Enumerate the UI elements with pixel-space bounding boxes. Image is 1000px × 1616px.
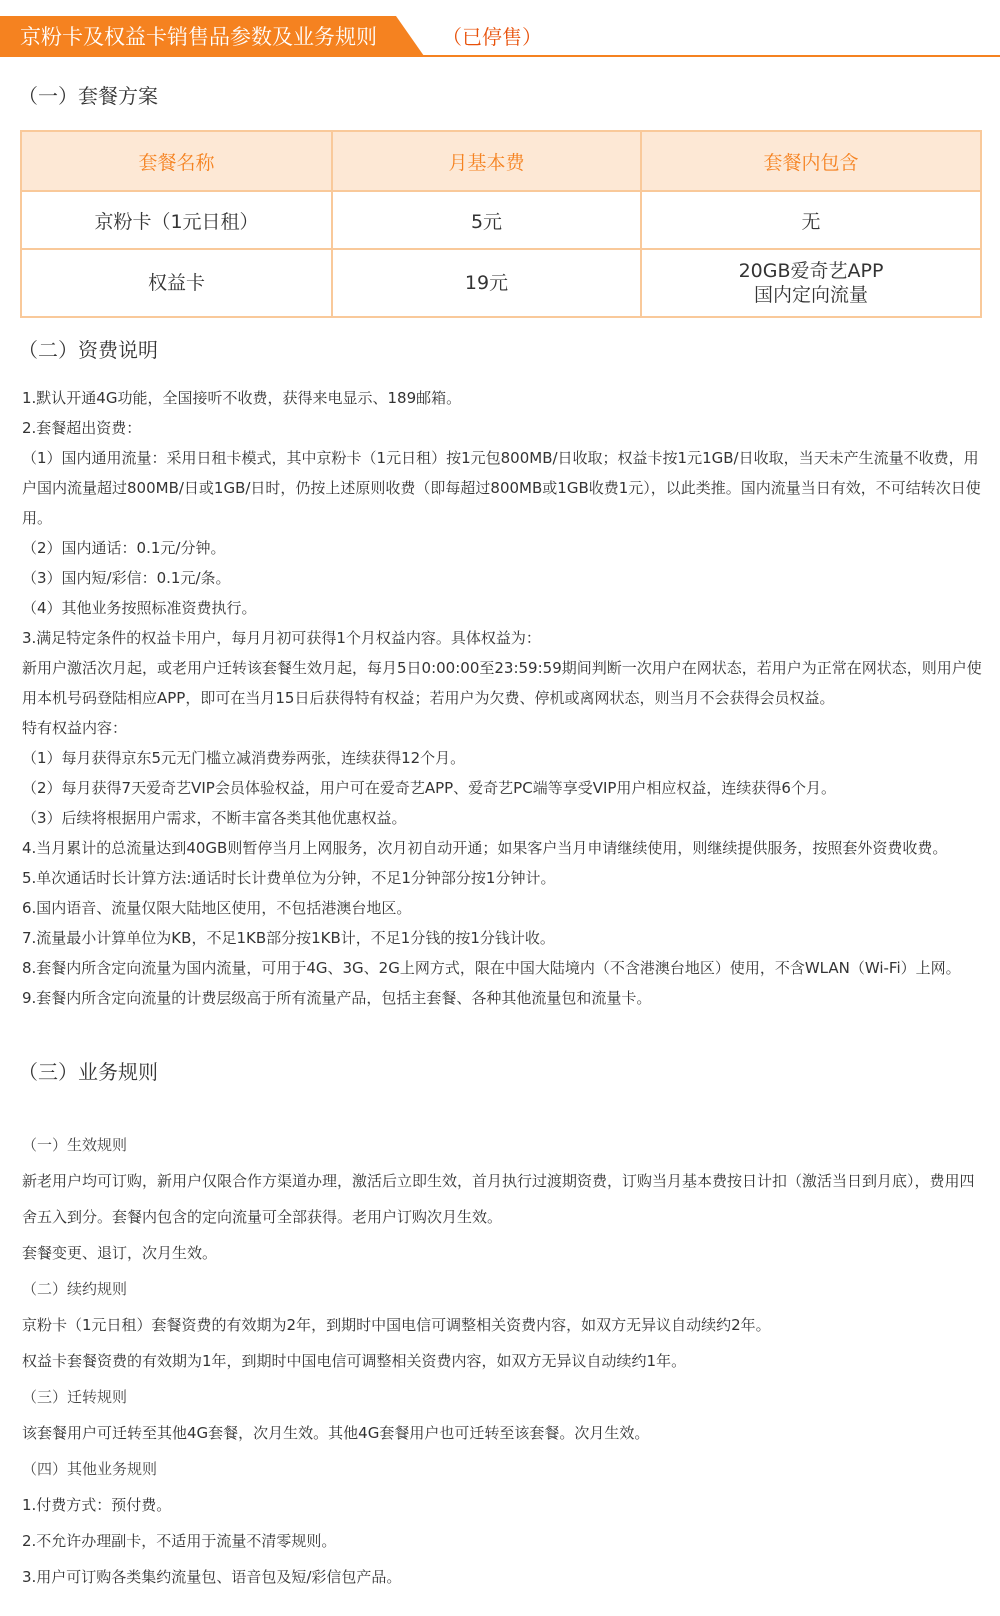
paragraph: 新老用户均可订购，新用户仅限合作方渠道办理，激活后立即生效，首月执行过渡期资费，订购当月基本费按日计扣（激活当日到月底），费用四舍五入到分。套餐内包含的定向流量可全部获得。老用户订购次月生效。 — [22, 1172, 975, 1226]
table-row — [21, 249, 981, 317]
plan-fee-cell: 5元 — [332, 191, 641, 249]
include-text: 无 — [801, 210, 821, 233]
paragraph: （3）国内短/彩信：0.1元/条。 — [22, 569, 231, 587]
subheading: （四）其他业务规则 — [22, 1460, 158, 1478]
paragraph: 该套餐用户可迁转至其他4G套餐，次月生效。其他4G套餐用户也可迁转至该套餐。次月生效。 — [22, 1424, 650, 1442]
plan-name-cell: 权益卡 — [21, 249, 332, 317]
business-rules — [22, 1127, 982, 1595]
table-header-cell: 月基本费 — [332, 131, 641, 191]
paragraph: 1.付费方式：预付费。 — [22, 1496, 172, 1514]
section-title-plan: （一）套餐方案 — [18, 84, 158, 108]
sale-status-label: （已停售） — [442, 25, 542, 49]
paragraph: 2.套餐超出资费： — [22, 419, 142, 437]
paragraph: 5.单次通话时长计算方法:通话时长计费单位为分钟，不足1分钟部分按1分钟计。 — [22, 869, 556, 887]
section-title-fees: （二）资费说明 — [18, 338, 158, 362]
paragraph: （2）国内通话：0.1元/分钟。 — [22, 539, 226, 557]
subheading: （二）续约规则 — [22, 1280, 128, 1298]
paragraph: 权益卡套餐资费的有效期为1年，到期时中国电信可调整相关资费内容，如双方无异议自动续约1年。 — [22, 1352, 687, 1370]
paragraph: 9.套餐内所含定向流量的计费层级高于所有流量产品，包括主套餐、各种其他流量包和流量卡。 — [22, 989, 652, 1007]
plan-table — [20, 130, 982, 318]
paragraph: 京粉卡（1元日租）套餐资费的有效期为2年，到期时中国电信可调整相关资费内容，如双方无异议自动续约2年。 — [22, 1316, 771, 1334]
paragraph: 1.默认开通4G功能，全国接听不收费，获得来电显示、189邮箱。 — [22, 389, 462, 407]
paragraph: 3.满足特定条件的权益卡用户，每月月初可获得1个月权益内容。具体权益为： — [22, 629, 541, 647]
fee-description — [22, 383, 982, 1013]
paragraph: 2.不允许办理副卡，不适用于流量不清零规则。 — [22, 1532, 337, 1550]
paragraph: （3）后续将根据用户需求，不断丰富各类其他优惠权益。 — [22, 809, 407, 827]
paragraph: （2）每月获得7天爱奇艺VIP会员体验权益，用户可在爱奇艺APP、爱奇艺PC端等享受VIP用户相应权益，连续获得6个月。 — [22, 779, 836, 797]
include-text: 20GB爱奇艺APP — [738, 260, 884, 282]
paragraph: 8.套餐内所含定向流量为国内流量，可用于4G、3G、2G上网方式，限在中国大陆境内（不含港澳台地区）使用，不含WLAN（Wi-Fi）上网。 — [22, 959, 961, 977]
table-header-cell: 套餐名称 — [21, 131, 332, 191]
page-header — [0, 0, 1000, 58]
paragraph: 3.用户可订购各类集约流量包、语音包及短/彩信包产品。 — [22, 1568, 402, 1586]
section-title-rules: （三）业务规则 — [18, 1060, 158, 1084]
paragraph: （1）国内通用流量：采用日租卡模式，其中京粉卡（1元日租）按1元包800MB/日收取；权益卡按1元1GB/日收取，当天未产生流量不收费，用户国内流量超过800MB/日或1GB/日时，仍按上述原则收费（即每超过800MB或1GB收费1元），以此类推。国内流量当日有效，不可结转次日使用。 — [22, 449, 981, 527]
paragraph: 7.流量最小计算单位为KB，不足1KB部分按1KB计，不足1分钱的按1分钱计收。 — [22, 929, 555, 947]
table-header-cell: 套餐内包含 — [641, 131, 981, 191]
page-title: 京粉卡及权益卡销售品参数及业务规则 — [20, 25, 377, 49]
header-divider — [0, 55, 1000, 57]
include-text: 国内定向流量 — [753, 284, 868, 306]
paragraph: 新用户激活次月起，或老用户迁转该套餐生效月起，每月5日0:00:00至23:59:59期间判断一次用户在网状态，若用户为正常在网状态，则用户使用本机号码登陆相应APP，即可在当月15日后获得特有权益；若用户为欠费、停机或离网状态，则当月不会获得会员权益。 — [22, 659, 982, 707]
subheading: （一）生效规则 — [22, 1136, 128, 1154]
paragraph: （4）其他业务按照标准资费执行。 — [22, 599, 257, 617]
table-row — [21, 191, 981, 249]
plan-name-cell: 京粉卡（1元日租） — [21, 191, 332, 249]
paragraph: 6.国内语音、流量仅限大陆地区使用，不包括港澳台地区。 — [22, 899, 412, 917]
paragraph: （1）每月获得京东5元无门槛立减消费券两张，连续获得12个月。 — [22, 749, 466, 767]
plan-include-cell — [641, 249, 981, 317]
subheading: （三）迁转规则 — [22, 1388, 128, 1406]
plan-fee-cell: 19元 — [332, 249, 641, 317]
paragraph: 特有权益内容： — [22, 719, 128, 737]
plan-include-cell — [641, 191, 981, 249]
paragraph: 套餐变更、退订，次月生效。 — [22, 1244, 218, 1262]
paragraph: 4.当月累计的总流量达到40GB则暂停当月上网服务，次月初自动开通；如果客户当月申请继续使用，则继续提供服务，按照套外资费收费。 — [22, 839, 948, 857]
table-header-row — [21, 131, 981, 191]
